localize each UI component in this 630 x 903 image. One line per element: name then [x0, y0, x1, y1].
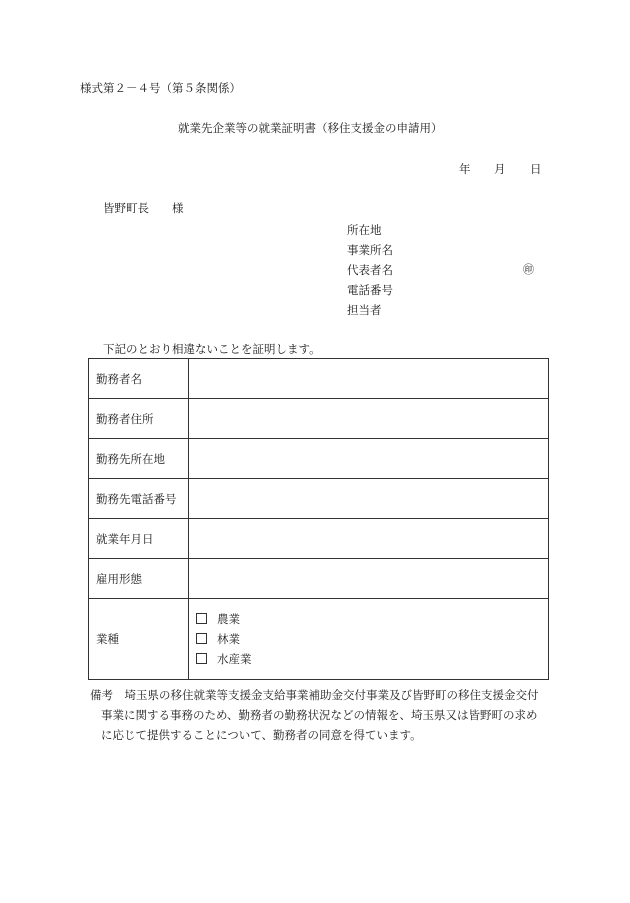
employment-date-field[interactable] [189, 519, 549, 559]
option-label: 水産業 [217, 652, 252, 666]
row-label: 勤務先所在地 [89, 439, 189, 479]
issuer-location-label: 所在地 [347, 223, 382, 237]
date-day-label: 日 [530, 162, 542, 176]
industry-option-forestry[interactable] [196, 629, 548, 649]
checkbox-icon[interactable] [196, 613, 207, 624]
seal-mark: ㊞ [523, 263, 534, 276]
table-row [89, 559, 549, 599]
table-row [89, 399, 549, 439]
table-row [89, 439, 549, 479]
issuer-contact-person-label: 担当者 [347, 303, 382, 317]
row-label: 業種 [89, 599, 189, 680]
industry-options [189, 599, 549, 680]
table-row [89, 599, 549, 680]
row-label: 就業年月日 [89, 519, 189, 559]
date-year-label: 年 [459, 162, 471, 176]
remarks-line: 備考 埼玉県の移住就業等支援金支給事業補助金交付事業及び皆野町の移住支援金交付 [90, 688, 539, 702]
form-number: 様式第２－４号（第５条関係） [80, 81, 241, 95]
option-label: 農業 [217, 612, 240, 626]
remarks-line: 事業に関する事務のため、勤務者の勤務状況などの情報を、埼玉県又は皆野町の求め [101, 708, 538, 722]
checkbox-icon[interactable] [196, 653, 207, 664]
issuer-representative-label: 代表者名 [347, 263, 393, 277]
certification-table [88, 358, 549, 680]
checkbox-icon[interactable] [196, 633, 207, 644]
remarks [90, 685, 560, 745]
row-label: 勤務者住所 [89, 399, 189, 439]
worker-name-field[interactable] [189, 359, 549, 399]
worker-address-field[interactable] [189, 399, 549, 439]
row-label: 勤務者名 [89, 359, 189, 399]
issuer-block [347, 220, 537, 320]
industry-option-fisheries[interactable] [196, 649, 548, 669]
row-label: 雇用形態 [89, 559, 189, 599]
option-label: 林業 [217, 632, 240, 646]
addressee: 皆野町長 様 [103, 201, 184, 215]
industry-option-agriculture[interactable] [196, 609, 548, 629]
workplace-phone-field[interactable] [189, 479, 549, 519]
issuer-business-name-label: 事業所名 [347, 243, 393, 257]
table-row [89, 359, 549, 399]
workplace-location-field[interactable] [189, 439, 549, 479]
table-row [89, 479, 549, 519]
row-label: 勤務先電話番号 [89, 479, 189, 519]
remarks-line: に応じて提供することについて、勤務者の同意を得ています。 [101, 728, 422, 742]
employment-type-field[interactable] [189, 559, 549, 599]
issuer-phone-label: 電話番号 [347, 283, 393, 297]
table-row [89, 519, 549, 559]
document-title: 就業先企業等の就業証明書（移住支援金の申請用） [178, 121, 443, 135]
issuer-representative-row [347, 260, 537, 280]
date-month-label: 月 [494, 162, 506, 176]
certification-statement: 下記のとおり相違ないことを証明します。 [103, 342, 321, 356]
